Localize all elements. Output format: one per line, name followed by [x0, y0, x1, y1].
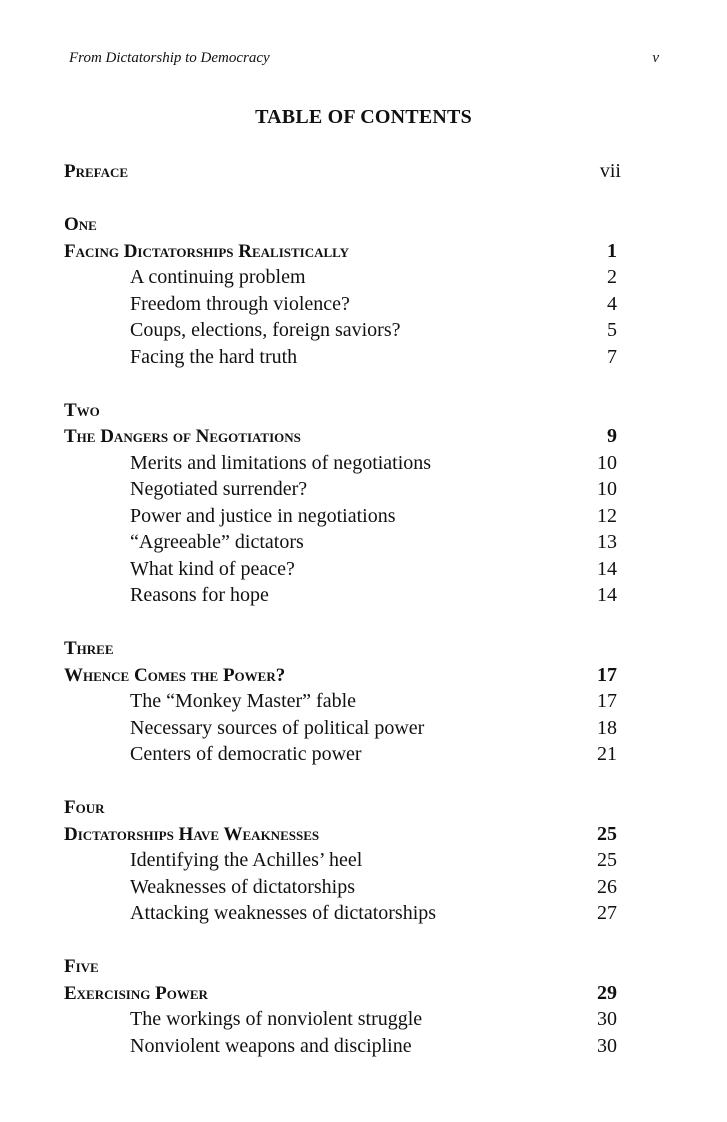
section-page: 26	[597, 875, 617, 898]
section-row[interactable]	[64, 503, 621, 530]
chapter-title: The Dangers of Negotiations	[64, 426, 301, 447]
chapter-page: 25	[597, 822, 617, 845]
chapter-title: Dictatorships Have Weaknesses	[64, 823, 320, 845]
section-row[interactable]	[64, 450, 621, 477]
section-page: 21	[597, 743, 617, 765]
chapter-number-label: Five	[64, 956, 99, 977]
section-row[interactable]	[64, 317, 621, 344]
section-page: 30	[597, 1008, 617, 1030]
folio-page-number: v	[652, 50, 659, 66]
chapter-number	[64, 794, 621, 821]
section-page: 14	[597, 584, 617, 606]
section-row[interactable]	[64, 715, 621, 742]
section-label: Power and justice in negotiations	[130, 504, 396, 527]
section-row[interactable]	[64, 291, 621, 318]
section-row[interactable]	[64, 264, 621, 291]
chapter-number	[64, 635, 621, 662]
section-page: 13	[597, 531, 617, 553]
chapter-number-label: Two	[64, 399, 100, 421]
section-row[interactable]	[64, 1033, 621, 1060]
preface-label: Preface	[64, 161, 129, 182]
section-label: Centers of democratic power	[130, 743, 362, 765]
section-label: Negotiated surrender?	[130, 478, 308, 500]
section-label: Necessary sources of political power	[130, 716, 425, 739]
chapter-page: 17	[597, 663, 617, 686]
section-row[interactable]	[64, 529, 621, 556]
section-page: 27	[597, 902, 617, 924]
section-label: Identifying the Achilles’ heel	[130, 849, 363, 871]
section-label: Facing the hard truth	[130, 345, 298, 368]
chapter-title: Whence Comes the Power?	[64, 664, 286, 686]
section-page: 18	[597, 716, 617, 739]
chapter-number	[64, 211, 621, 238]
section-label: Nonviolent weapons and discipline	[130, 1034, 412, 1057]
chapter-title-row[interactable]	[64, 423, 621, 450]
preface-page: vii	[599, 160, 621, 182]
section-page: 5	[607, 319, 617, 341]
section-label: Merits and limitations of negotiations	[130, 451, 432, 474]
chapter-number-label: Three	[64, 638, 114, 659]
section-page: 17	[597, 690, 617, 712]
chapter-title-row[interactable]	[64, 980, 621, 1007]
running-head: From Dictatorship to Democracy	[69, 50, 270, 66]
section-row[interactable]	[64, 874, 621, 901]
section-label: Weaknesses of dictatorships	[130, 875, 355, 898]
section-row[interactable]	[64, 344, 621, 371]
chapter-title-row[interactable]	[64, 662, 621, 689]
table-of-contents	[64, 158, 621, 1059]
section-row[interactable]	[64, 688, 621, 715]
chapter-page: 1	[607, 239, 617, 262]
section-row[interactable]	[64, 556, 621, 583]
section-page: 2	[607, 266, 617, 288]
chapter-title: Facing Dictatorships Realistically	[64, 240, 350, 262]
section-page: 25	[597, 849, 617, 871]
chapter-number	[64, 397, 621, 424]
section-row[interactable]	[64, 741, 621, 768]
section-label: Reasons for hope	[130, 584, 269, 606]
toc-title: TABLE OF CONTENTS	[255, 106, 472, 128]
section-row[interactable]	[64, 582, 621, 609]
section-row[interactable]	[64, 900, 621, 927]
chapter-title-row[interactable]	[64, 821, 621, 848]
section-row[interactable]	[64, 847, 621, 874]
section-label: Attacking weaknesses of dictatorships	[130, 902, 437, 924]
section-label: What kind of peace?	[130, 557, 295, 580]
section-page: 7	[607, 345, 617, 368]
section-page: 14	[597, 557, 617, 580]
section-label: The “Monkey Master” fable	[130, 690, 357, 712]
section-label: Coups, elections, foreign saviors?	[130, 319, 401, 341]
section-label: A continuing problem	[130, 266, 306, 288]
chapter-number-label: Four	[64, 797, 105, 818]
section-row[interactable]	[64, 476, 621, 503]
chapter-number	[64, 953, 621, 980]
section-label: “Agreeable” dictators	[130, 531, 304, 553]
section-page: 10	[597, 478, 617, 500]
chapter-number-label: One	[64, 214, 97, 235]
section-page: 10	[597, 451, 617, 474]
toc-preface-row[interactable]	[64, 158, 621, 185]
chapter-title: Exercising Power	[64, 982, 208, 1004]
section-label: Freedom through violence?	[130, 292, 350, 315]
section-page: 12	[597, 504, 617, 527]
chapter-title-row[interactable]	[64, 238, 621, 265]
chapter-page: 29	[597, 981, 617, 1004]
section-page: 30	[597, 1034, 617, 1057]
section-page: 4	[607, 292, 617, 315]
section-row[interactable]	[64, 1006, 621, 1033]
section-label: The workings of nonviolent struggle	[130, 1008, 423, 1030]
chapter-page: 9	[607, 425, 617, 447]
